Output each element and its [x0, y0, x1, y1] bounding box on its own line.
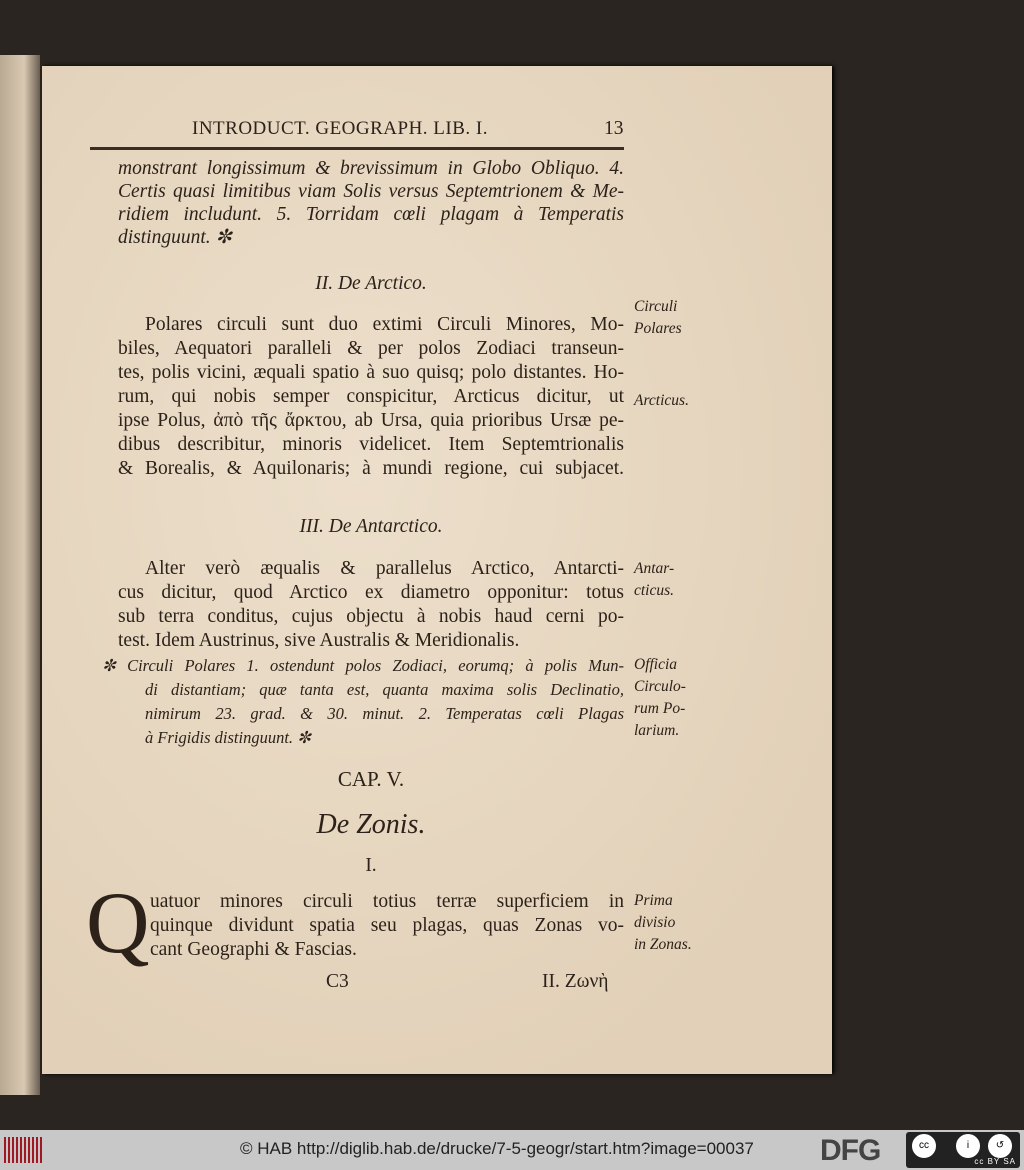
chapter-title: De Zonis. — [316, 809, 426, 840]
by-icon: i — [956, 1134, 980, 1158]
hab-logo-icon — [4, 1137, 44, 1163]
text-line: ridiem includunt. 5. Torridam cœli plagam à Temperatis — [118, 204, 624, 225]
text-line: dibus describitur, minoris videlicet. Item Septemtrionalis — [118, 434, 624, 455]
text-line: quinque dividunt spatia seu plagas, quas Zonas vo- — [150, 915, 624, 936]
text-line: monstrant longissimum & brevissimum in Globo Obliquo. 4. — [118, 158, 624, 179]
text-line: biles, Aequatori paralleli & per polos Zodiaci transeun- — [118, 338, 624, 359]
text-line: Alter verò æqualis & parallelus Arctico, Antarcti- — [145, 558, 624, 579]
text-line: tes, polis vicini, æquali spatio à suo quisq; polo distantes. Ho- — [118, 362, 624, 383]
text-line: uatuor minores circuli totius terræ superficiem in — [150, 891, 624, 912]
text-line: test. Idem Austrinus, sive Australis & Meridionalis. — [118, 630, 520, 651]
viewer-footer — [0, 1130, 1024, 1170]
margin-line: larium. — [634, 722, 680, 739]
margin-line: Antar- — [634, 560, 675, 577]
text-line: sub terra conditus, cujus objectu à nobis haud cerni po- — [118, 606, 624, 627]
margin-line: Circuli — [634, 298, 678, 315]
note-line: à Frigidis distinguunt. ✼ — [145, 728, 312, 747]
dfg-logo: DFG — [820, 1134, 881, 1167]
margin-line: Officia — [634, 656, 678, 673]
text-line: cant Geographi & Fascias. — [150, 939, 357, 960]
note-line: nimirum 23. grad. & 30. minut. 2. Temperatas cœli Plagas — [145, 704, 624, 723]
text-line: distinguunt. ✼ — [118, 227, 232, 248]
chapter-subsection: I. — [365, 855, 377, 876]
margin-line: cticus. — [634, 582, 675, 599]
text-line: Polares circuli sunt duo extimi Circuli Minores, Mo- — [145, 314, 624, 335]
text-line: rum, qui nobis semper conspicitur, Arcticus dicitur, ut — [118, 386, 624, 407]
sa-icon: ↺ — [988, 1134, 1012, 1158]
margin-line: divisio — [634, 914, 676, 931]
margin-line: Circulo- — [634, 678, 686, 695]
signature-mark: C3 — [326, 971, 349, 992]
license-label: cc BY SA — [974, 1157, 1016, 1166]
chapter-number: CAP. V. — [337, 767, 405, 791]
header-rule — [90, 147, 624, 150]
text-line: cus dicitur, quod Arctico ex diametro opponitur: totus — [118, 582, 624, 603]
cc-license-badge[interactable] — [906, 1132, 1020, 1168]
margin-line: rum Po- — [634, 700, 686, 717]
text-line: ipse Polus, ἀπὸ τῆς ἄρκτου, ab Ursa, quia prioribus Ursæ pe- — [118, 410, 624, 431]
section-heading: III. De Antarctico. — [299, 516, 443, 537]
margin-line: Prima — [634, 892, 673, 909]
margin-note-prima — [634, 890, 692, 956]
margin-note-circuli-polares — [634, 296, 682, 340]
copyright-link[interactable]: © HAB http://diglib.hab.de/drucke/7-5-geogr/start.htm?image=00037 — [240, 1139, 754, 1158]
text-line: Certis quasi limitibus viam Solis versus Septemtrionem & Me- — [118, 181, 624, 202]
catchword: II. Ζωνὴ — [542, 971, 609, 992]
section-heading: II. De Arctico. — [315, 273, 427, 294]
cc-icon: cc — [912, 1134, 936, 1158]
previous-page-edge — [0, 55, 40, 1095]
text-line: & Borealis, & Aquilonaris; à mundi regione, cui subjacet. — [118, 458, 624, 479]
margin-note-arcticus — [634, 390, 689, 412]
margin-line: Polares — [634, 320, 682, 337]
drop-cap: Q — [86, 875, 150, 972]
note-line: ✼ Circuli Polares 1. ostendunt polos Zodiaci, eorumq; à polis Mun- — [102, 656, 624, 675]
running-title: INTRODUCT. GEOGRAPH. LIB. I. — [192, 118, 488, 139]
margin-line: Arcticus. — [634, 392, 689, 409]
margin-line: in Zonas. — [634, 936, 692, 953]
margin-note-officia — [634, 654, 686, 742]
page-number: 13 — [604, 118, 624, 139]
margin-note-antarcticus — [634, 558, 674, 602]
note-line: di distantiam; quæ tanta est, quanta maxima solis Declinatio, — [145, 680, 624, 699]
